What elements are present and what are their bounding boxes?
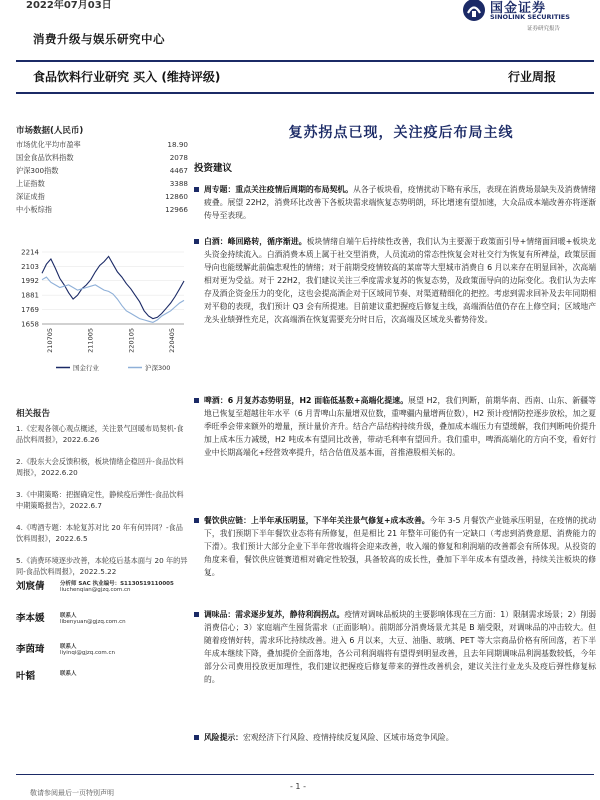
market-data-label: 市场优化平均市盈率 — [16, 140, 81, 149]
market-data-row — [16, 192, 188, 202]
report-title: 复苏拐点已现，关注疫后布局主线 — [288, 125, 514, 141]
market-data-row — [16, 153, 188, 163]
bullet-square-icon — [194, 239, 199, 244]
bullet-square-icon — [194, 612, 199, 617]
analyst-role: 分析师 SAC 执业编号：S1130519110005 — [60, 581, 174, 587]
market-data-row — [16, 179, 188, 189]
market-data-label: 中小板综指 — [16, 205, 52, 214]
chart-series-line — [42, 256, 184, 318]
bullet-body: 展望 H2，我们判断，前期华南、西南、山东、新疆等地已恢复至超越往年水平（6 月青啤山东量增双位数，重啤疆内量增两位数），H2 预计疫情防控逐步放松，加之夏季旺季会带来额外的增量，预计量价齐升。结合产品结构持续升级，叠加成本端压力有望缓解，我们判断吨价提升加上成本压力减缓，H2 吨成本有望同比改善，带动毛利率有望回升。我们重申，啤酒高端化的方向不变，看好行业中长期高端化+经营效率提升，结合估值及基本面，首推港股相关标的。 — [204, 396, 596, 457]
logo-subtitle: 证券研究报告 — [527, 26, 561, 32]
page-number: - 1 - — [290, 782, 306, 791]
index-line-chart — [16, 238, 192, 378]
market-data-label: 国金食品饮料指数 — [16, 153, 74, 162]
footer-divider — [16, 774, 594, 775]
bullet-heading: 周专题：重点关注疫情后周期的布局契机。 — [204, 185, 353, 194]
analyst-role: 联系人 — [60, 644, 77, 650]
bullet-body: 疫情对调味品板块的主要影响体现在三方面：1）限制需求场景；2）削弱消费信心；3）家庭端产生囤货需求（正面影响）。前期部分消费场景尤其是 B 端受限，对调味品的冲击较大。但随着疫情好转，需求环比持续改善。进入 6 月以来，大豆、油脂、玻璃、PET 等大宗商品价格有所回落，若下半年成本继续下降，叠加提价全面落地，各公司利润端将有望得到明显改善，且去年同期调味品利润基数较低，今年部分公司费用投放更加理性，我们建议把握疫后修复带来的弹性改善机会，建议关注行业龙头及疫后弹性修复标的。 — [204, 610, 597, 684]
bullet-paragraph — [194, 183, 596, 222]
bullet-text — [204, 183, 596, 222]
related-report-item: 1.《宏观各领心观点概述，关注景气回暖布局契机-食品饮料周报》，2022.6.26 — [16, 424, 184, 444]
bullet-body: 从各子板块看，疫情扰动下略有承压，表现在消费场景缺失及消费情绪疲叠。展望 22H2，消费环比改善下各板块需求端恢复态势明朗，环比增速有望加速，大众品成本端改善亦将逐渐传导至表现。 — [204, 185, 597, 220]
market-data-value: 12966 — [165, 205, 188, 214]
market-data-row — [16, 166, 188, 176]
chart-y-tick-label: 2103 — [21, 262, 39, 271]
analyst-card — [16, 668, 196, 708]
analyst-email[interactable]: libenyuan@gjzq.com.cn — [60, 619, 126, 625]
analyst-role: 联系人 — [60, 671, 77, 677]
logo-name-cn: 国金证券 — [490, 1, 547, 16]
section-title: 投资建议 — [194, 163, 233, 174]
analyst-name: 叶韬 — [16, 671, 36, 682]
market-data-title: 市场数据(人民币) — [16, 126, 84, 136]
bullet-square-icon — [194, 398, 199, 403]
bullet-paragraph — [194, 608, 596, 686]
bullet-text — [204, 394, 596, 459]
bullet-text — [204, 731, 596, 744]
chart-y-tick-label: 1992 — [21, 277, 39, 286]
related-report-item: 2.《股东大会反馈积极，板块情绪企稳回升-食品饮料周报》，2022.6.20 — [16, 457, 184, 477]
disclaimer-note: 敬请参阅最后一页特别声明 — [30, 789, 114, 797]
market-data-value: 4467 — [169, 166, 188, 175]
bullet-square-icon — [194, 518, 199, 523]
market-data-value: 2078 — [169, 153, 188, 162]
chart-x-tick-label: 211005 — [86, 328, 95, 353]
bullet-paragraph — [194, 235, 596, 326]
chart-y-tick-label: 1881 — [21, 291, 39, 300]
logo-name-en: SINOLINK SECURITIES — [490, 13, 570, 21]
analyst-name: 李茵琦 — [16, 644, 45, 655]
bullet-body: 板块情绪自端午后持续性改善，我们认为主要源于政策面引导+情绪面回暖+板块龙头资金持续流入。白酒消费本质上属于社交型消费，人员流动的常态性恢复会对社交行为恢复有所裨益，政策层面导向也能缓解此前偏悲观性的情绪；对于前期受疫情较高的某席等大型城市消费自 6 月以来存在明显回补，次高端相对更为受益。对于 22H2，我们建议关注三季度需求复苏的恢复态势，及政策面导向的边际变化。我们认为去库存及酒企资金压力的变化，这也会提高酒企对于区域同节奏、对渠道精细化的把控。考虑到需求回补及去年同期相对平稳的表现，我们预计 Q3 会有所提速。目前建议重把握疫后修复主线，高端酒估值仍存在上修空间；区域地产龙头业绩弹性充足，次高端酒在恢复需要充分时日后，次高端及区域龙头蓄势待发。 — [204, 237, 597, 324]
bullet-paragraph — [194, 514, 596, 579]
chart-y-tick-label: 1769 — [21, 306, 39, 315]
bullet-text — [204, 608, 596, 686]
analyst-email[interactable]: liyinqi@gjzq.com.cn — [60, 650, 115, 656]
chart-legend-label: 国金行业 — [73, 364, 99, 372]
chart-x-tick-label: 210705 — [46, 328, 54, 353]
chart-legend-label: 沪深300 — [145, 364, 171, 372]
chart-x-tick-label: 220105 — [127, 328, 136, 353]
report-headline: 食品饮料行业研究 买入 (维持评级) — [33, 70, 221, 84]
company-logo — [462, 0, 592, 38]
chart-y-tick-label: 2214 — [21, 248, 39, 257]
market-data-value: 18.90 — [167, 140, 188, 149]
bullet-heading: 餐饮供应链：上半年承压明显，下半年关注景气修复+成本改善。 — [204, 516, 430, 525]
market-data-row — [16, 140, 188, 150]
report-date: 2022年07月03日 — [26, 0, 112, 11]
related-report-item: 3.《中期策略：把握确定性，静候疫后弹性-食品饮料中期策略报告》，2022.6.7 — [16, 490, 184, 510]
related-report-item: 4.《啤酒专题：本轮复苏对比 20 年有何异同？-食品饮料周报》，2022.6.5 — [16, 523, 183, 543]
bullet-heading: 啤酒：6 月复苏态势明显，H2 面临低基数+高端化提速。 — [204, 396, 409, 405]
market-data-label: 上证指数 — [16, 179, 45, 188]
bullet-body: 宏观经济下行风险、疫情持续反复风险、区域市场竞争风险。 — [242, 733, 454, 742]
analyst-email[interactable]: liuchenqian@gjzq.com.cn — [60, 587, 131, 593]
analyst-name: 李本媛 — [16, 613, 45, 624]
bullet-heading: 风险提示： — [204, 733, 243, 742]
chart-x-tick-label: 220405 — [168, 328, 176, 353]
bullet-text — [204, 235, 596, 326]
bullet-body: 今年 3-5 月餐饮产业链承压明显，在疫情的扰动下，我们预期下半年餐饮业态将有所修复，但是相比 21 年整年可能仍有一定缺口（考虑到消费意愿、消费能力的下滑）。我们预计大部分企业下半年营收端将会迎来改善，收入端的修复和利润端的改善都会有所体现。从投资的角度来看，餐饮供应链赛道相对确定性较强，具备较高的成长性，叠加下半年成本有望改善，持续关注板块的修复。 — [204, 516, 596, 577]
bullet-square-icon — [194, 187, 199, 192]
market-data-label: 深证成指 — [16, 192, 45, 201]
report-type: 行业周报 — [508, 70, 557, 84]
market-data-row — [16, 205, 188, 215]
bullet-heading: 调味品：需求逐步复苏，静待利润拐点。 — [204, 610, 345, 619]
bullet-heading: 白酒：峰回路转，循序渐进。 — [204, 237, 307, 246]
market-data-value: 3388 — [169, 179, 188, 188]
market-data-value: 12860 — [165, 192, 188, 201]
analyst-role: 联系人 — [60, 613, 77, 619]
bullet-paragraph — [194, 731, 596, 744]
analyst-name: 刘宸倩 — [16, 581, 45, 592]
bullet-paragraph — [194, 394, 596, 459]
logo-emblem-icon — [462, 0, 486, 22]
chart-y-tick-label: 1658 — [21, 320, 39, 329]
headline-divider — [16, 92, 594, 94]
market-data-label: 沪深300指数 — [16, 166, 59, 175]
research-center: 消费升级与娱乐研究中心 — [33, 32, 165, 46]
index-chart — [16, 238, 192, 378]
bullet-square-icon — [194, 735, 199, 740]
related-report-item: 5.《消费环境逐步改善，本轮疫后基本面与 20 年的异同-食品饮料周报》，2022.5.22 — [16, 556, 188, 576]
header-divider — [16, 60, 594, 62]
related-reports-title: 相关报告 — [16, 409, 51, 419]
bullet-text — [204, 514, 596, 579]
